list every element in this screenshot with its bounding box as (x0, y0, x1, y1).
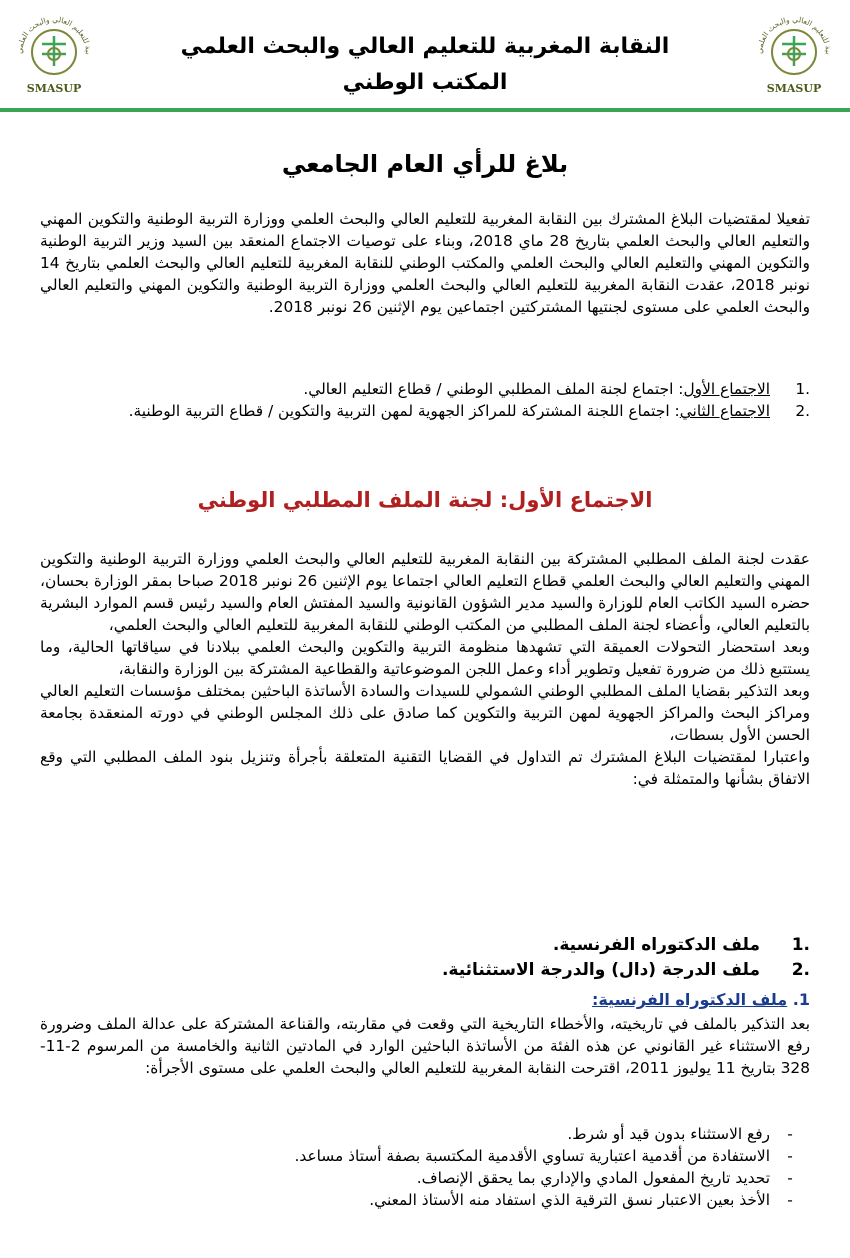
intro-paragraph: تفعيلا لمقتضيات البلاغ المشترك بين النقابة المغربية للتعليم العالي والبحث العلمي ووزارة التربية الوطنية والتكوين المهني والتعليم العالي والبحث العلمي بتاريخ 28 ماي 2018، وبناء على توصيات الاجتماع المنعقد بين السيد وزير التربية الوطنية والتكوين المهني والتعليم العالي والبحث العلمي والمكتب الوطني للنقابة المغربية للتعليم العالي والبحث العلمي بتاريخ 14 نونبر 2018، عقدت النقابة المغربية للتعليم العالي والبحث العلمي ووزارة التربية الوطنية والتكوين المهني والتعليم العالي والبحث العلمي على مستوى لجنتيها المشتركتين اجتماعين يوم الإثنين 26 نونبر 2018. (40, 210, 811, 316)
list-number: 2. (791, 960, 810, 980)
union-name: النقابة المغربية للتعليم العالي والبحث العلمي (180, 34, 670, 59)
meeting-label: الاجتماع الثاني (679, 402, 770, 420)
dash-bullet-icon: - (787, 1169, 793, 1187)
subsection-paragraph: بعد التذكير بالملف في تاريخيته، والأخطاء التاريخية التي وقعت في مقاربته، والقناعة المشتركة على عدالة الملف وضرورة رفع الاستثناء غير القانوني عن هذه الفئة من الأساتذة الباحثين الوارد في المادتين الثانية والخامسة من المرسوم 2-11-328 بتاريخ 11 يوليوز 2011، اقترحت النقابة المغربية للتعليم العالي والبحث العلمي على مستوى الأجرأة: (40, 1015, 810, 1077)
file-title: ملف الدرجة (دال) والدرجة الاستثنائية. (441, 960, 760, 980)
section-body (40, 548, 810, 790)
list-item (40, 1167, 810, 1189)
paragraph: عقدت لجنة الملف المطلبي المشتركة بين النقابة المغربية للتعليم العالي والبحث العلمي ووزارة التربية الوطنية والتكوين المهني والتعليم العالي والبحث العلمي قطاع التعليم العالي اجتماعا يوم الإثنين 26 نونبر 2018 صباحا بمقر الوزارة بحسان، حضره السيد الكاتب العام للوزارة والسيد مدير الشؤون القانونية والسيد المفتش العام والسيد رئيس قسم الموارد البشرية بالتعليم العالي، وأعضاء لجنة الملف المطلبي من المكتب الوطني للنقابة المغربية للتعليم العالي والبحث العلمي، (40, 550, 810, 634)
subsection-heading (40, 990, 810, 1009)
files-list (40, 933, 810, 983)
proposals-list (40, 1123, 810, 1211)
dash-bullet-icon: - (787, 1147, 793, 1165)
list-number: 1. (791, 935, 810, 955)
file-title: ملف الدكتوراه الفرنسية. (552, 935, 760, 955)
list-item (40, 378, 810, 400)
paragraph: واعتبارا لمقتضيات البلاغ المشترك تم التداول في القضايا التقنية المتعلقة بأجرأة وتنزيل بنود الملف المطلبي التي وقع الاتفاق بشأنها والمتمثلة في: (40, 748, 810, 788)
logo-label: SMASUP (766, 82, 822, 95)
logo-label: SMASUP (26, 82, 82, 95)
proposal-text: الاستفادة من أقدمية اعتبارية تساوي الأقدمية المكتسبة بصفة أستاذ مساعد. (294, 1147, 770, 1165)
proposal-text: رفع الاستثناء بدون قيد أو شرط. (567, 1125, 770, 1143)
list-item (40, 958, 810, 983)
smasup-logo (8, 8, 100, 100)
smasup-logo (748, 8, 840, 100)
proposal-text: تحديد تاريخ المفعول المادي والإداري بما يحقق الإنصاف. (416, 1169, 770, 1187)
header-divider (0, 108, 850, 112)
list-item (40, 933, 810, 958)
list-item (40, 1145, 810, 1167)
office-name: المكتب الوطني (342, 70, 508, 95)
letterhead (0, 0, 850, 110)
paragraph: وبعد استحضار التحولات العميقة التي تشهدها منظومة التربية والتكوين والبحث العلمي ببلادنا في سياقاتها الحالية، وما يستتبع ذلك من ضرورة تفعيل وتطوير أداء وعمل اللجن الموضوعاتية والقطاعية المشتركة بين الوزارة والنقابة، (40, 638, 810, 678)
list-number: 2. (795, 402, 810, 420)
list-item (40, 1189, 810, 1211)
dash-bullet-icon: - (787, 1191, 793, 1209)
subsection-title: ملف الدكتوراه الفرنسية: (591, 990, 788, 1009)
meeting-label: الاجتماع الأول (683, 380, 770, 398)
meetings-list (40, 378, 810, 422)
list-number: 1. (795, 380, 810, 398)
proposal-text: الأخذ بعين الاعتبار نسق الترقية الذي استفاد منه الأستاذ المعني. (369, 1191, 770, 1209)
meeting-text: : اجتماع لجنة الملف المطلبي الوطني / قطاع التعليم العالي. (303, 380, 684, 398)
meeting-text: : اجتماع اللجنة المشتركة للمراكز الجهوية لمهن التربية والتكوين / قطاع التربية الوطنية. (128, 402, 680, 420)
list-item (40, 1123, 810, 1145)
subsection-number: 1. (792, 990, 810, 1009)
section-title: الاجتماع الأول: لجنة الملف المطلبي الوطني (197, 488, 653, 512)
logo-arc-text: بية للتعليم العالي والبحث العلمي (754, 14, 834, 55)
logo-arc-text: بية للتعليم العالي والبحث العلمي (14, 14, 94, 55)
dash-bullet-icon: - (787, 1125, 793, 1143)
paragraph: وبعد التذكير بقضايا الملف المطلبي الوطني الشمولي للسيدات والسادة الأساتذة الباحثين بمختلف مؤسسات التعليم العالي ومراكز البحث والمراكز الجهوية لمهن التربية والتكوين كما صادق على ذلك المجلس الوطني في دورته المنعقدة بجامعة الحسن الأول بسطات، (40, 682, 810, 744)
list-item (40, 400, 810, 422)
document-title: بلاغ للرأي العام الجامعي (281, 150, 569, 178)
